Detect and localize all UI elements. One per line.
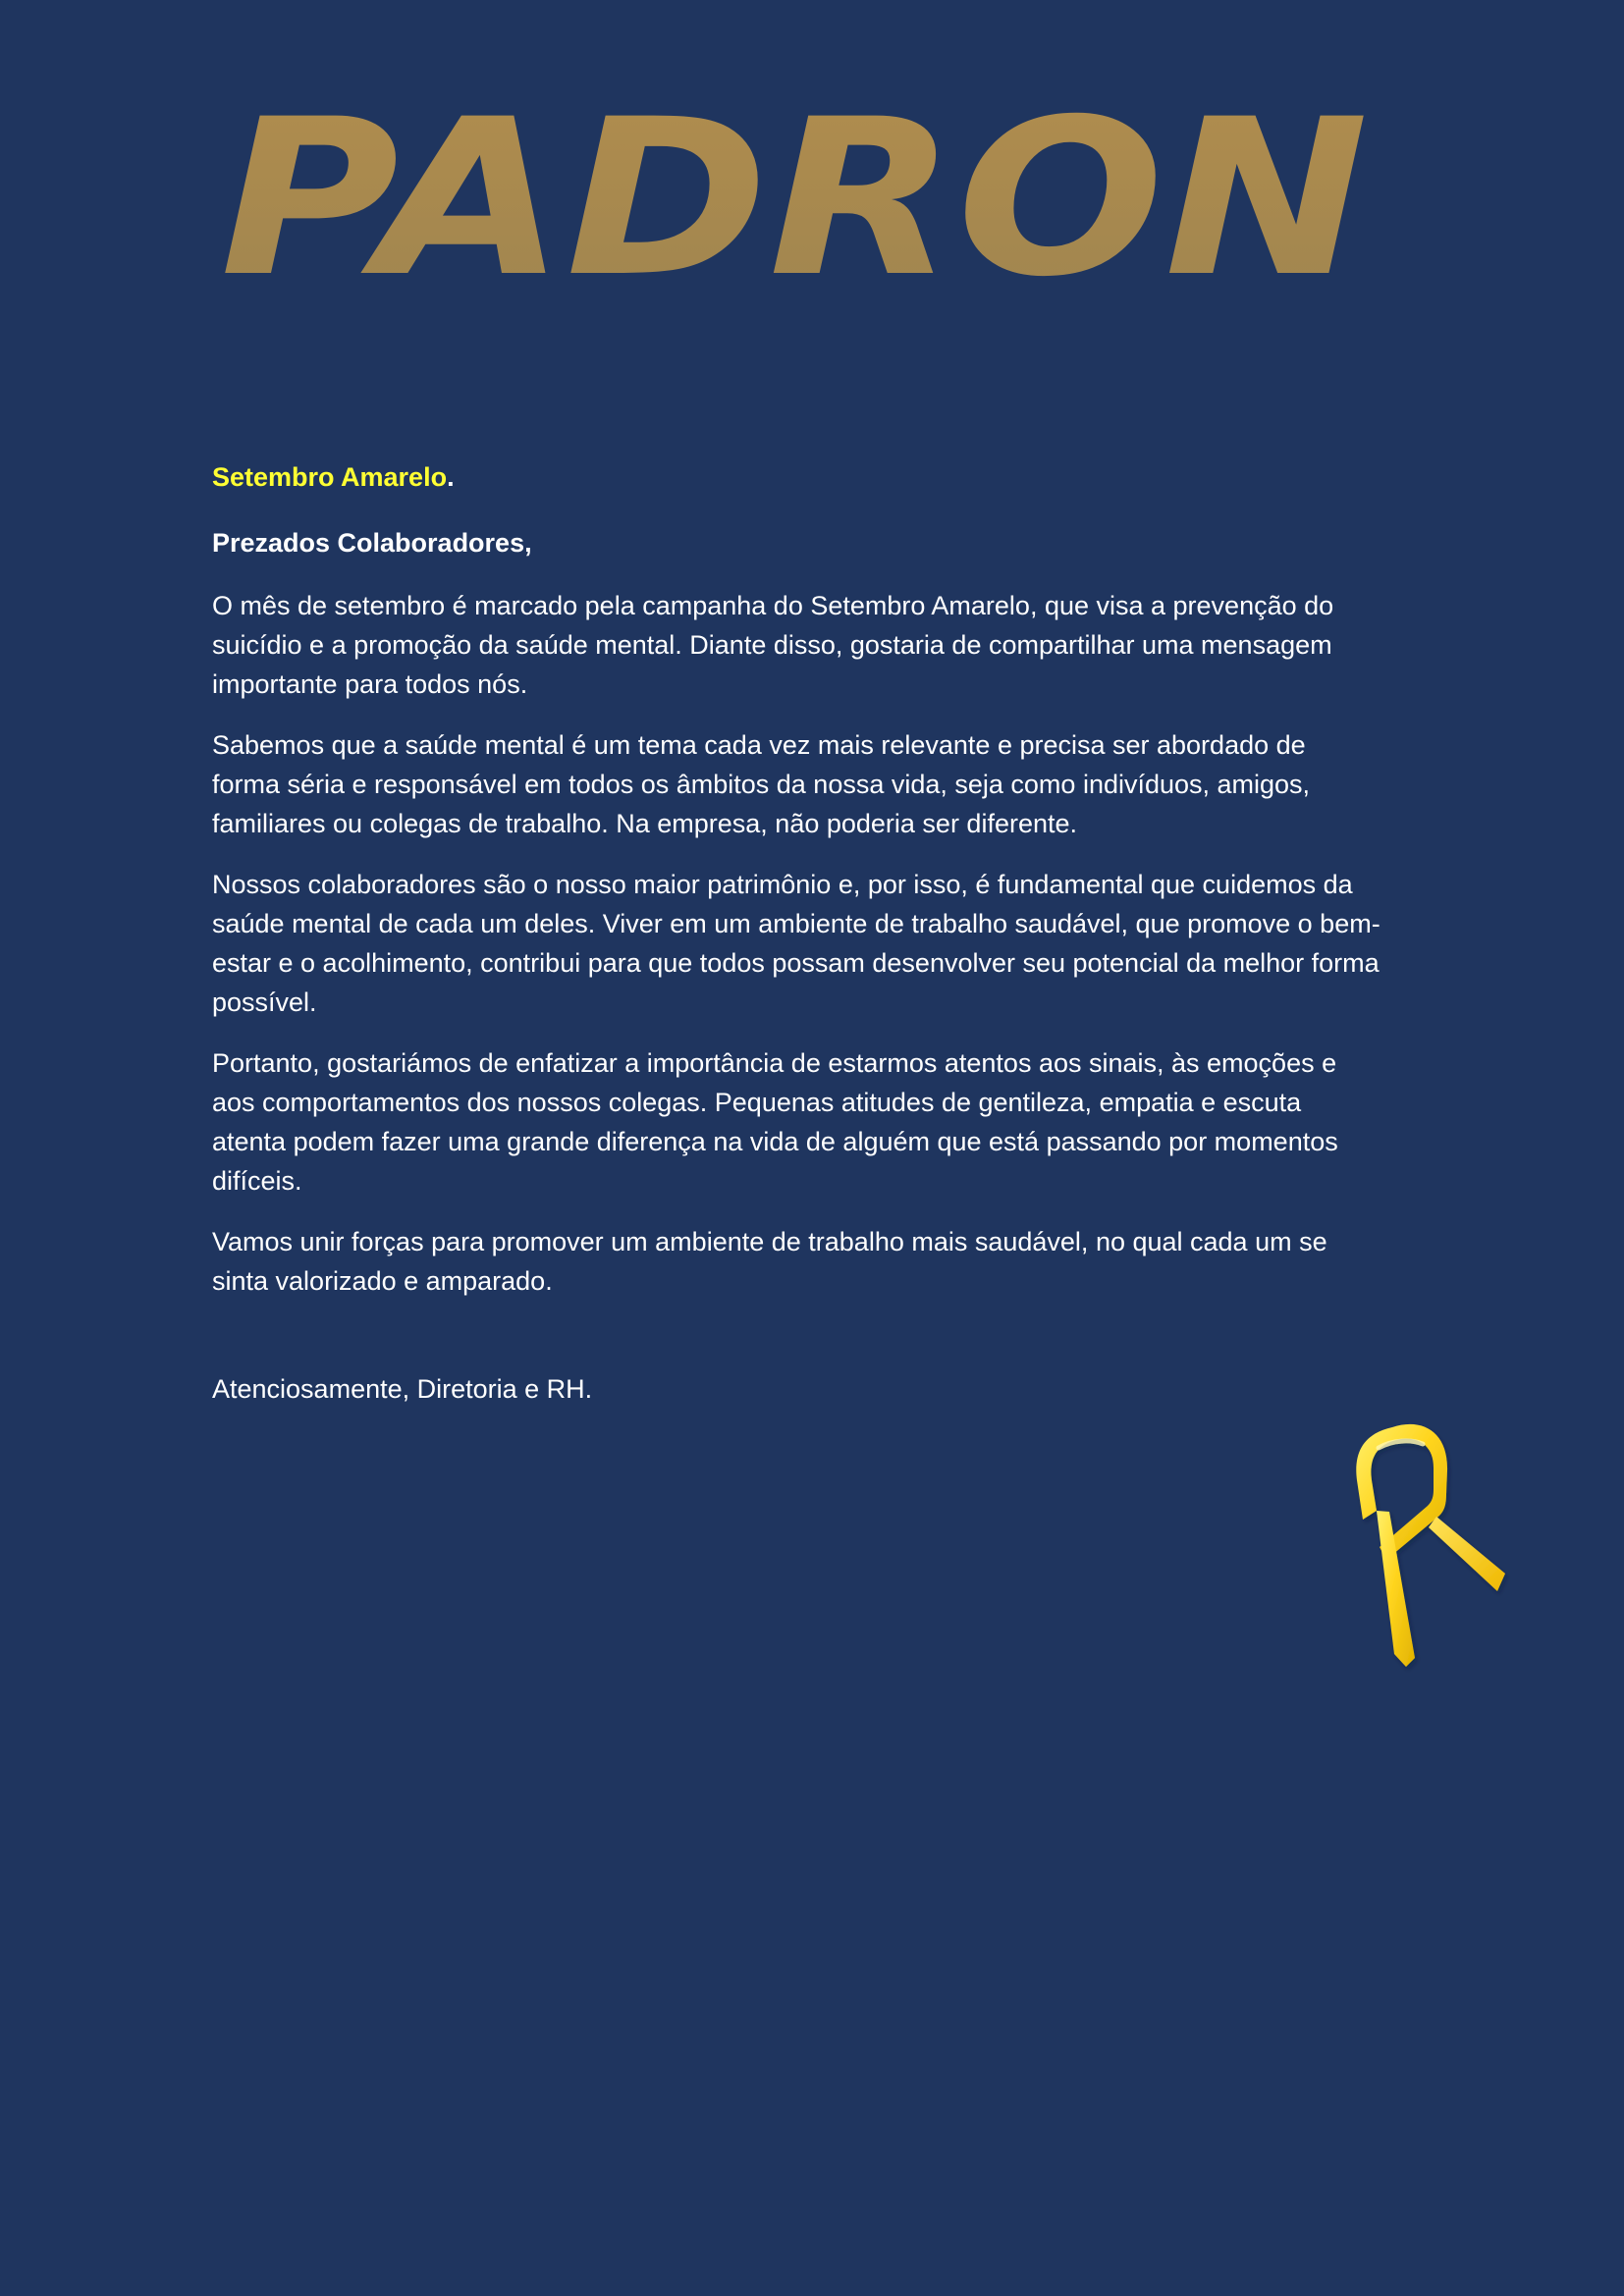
letter-title [212, 459, 1380, 495]
title-text: Setembro Amarelo [212, 462, 448, 492]
paragraph-1: O mês de setembro é marcado pela campanha do Setembro Amarelo, que visa a prevenção do suicídio e a promoção da saúde mental. Diante disso, gostaria de compartilhar uma mensagem importante para todos nós. [212, 590, 1334, 699]
logo-text: PADRON [220, 73, 1369, 324]
paragraph-3: Nossos colaboradores são o nosso maior patrimônio e, por isso, é fundamental que cuidemos da saúde mental de cada um deles. Viver em um ambiente de trabalho saudável, que promove o bem-estar e o acolhimento, contribui para que todos possam desenvolver seu potencial da melhor forma possível. [212, 869, 1380, 1017]
title-period: . [447, 462, 455, 492]
letter-body [212, 459, 1380, 1409]
paragraph-4: Portanto, gostariámos de enfatizar a importância de estarmos atentos aos sinais, às emoções e aos comportamentos dos nossos colegas. Pequenas atitudes de gentileza, empatia e escuta atenta podem fazer uma grande diferença na vida de alguém que está passando por momentos difíceis. [212, 1047, 1338, 1196]
padron-logo [210, 59, 1392, 324]
paragraph-2: Sabemos que a saúde mental é um tema cada vez mais relevante e precisa ser abordado de forma séria e responsável em todos os âmbitos da nossa vida, seja como indivíduos, amigos, familiares ou colegas de trabalho. Na empresa, não poderia ser diferente. [212, 729, 1311, 838]
salutation: Prezados Colaboradores, [212, 528, 532, 559]
yellow-ribbon-icon [1335, 1412, 1512, 1677]
signature: Atenciosamente, Diretoria e RH. [212, 1373, 593, 1404]
paragraph-5: Vamos unir forças para promover um ambiente de trabalho mais saudável, no qual cada um se sinta valorizado e amparado. [212, 1226, 1327, 1296]
